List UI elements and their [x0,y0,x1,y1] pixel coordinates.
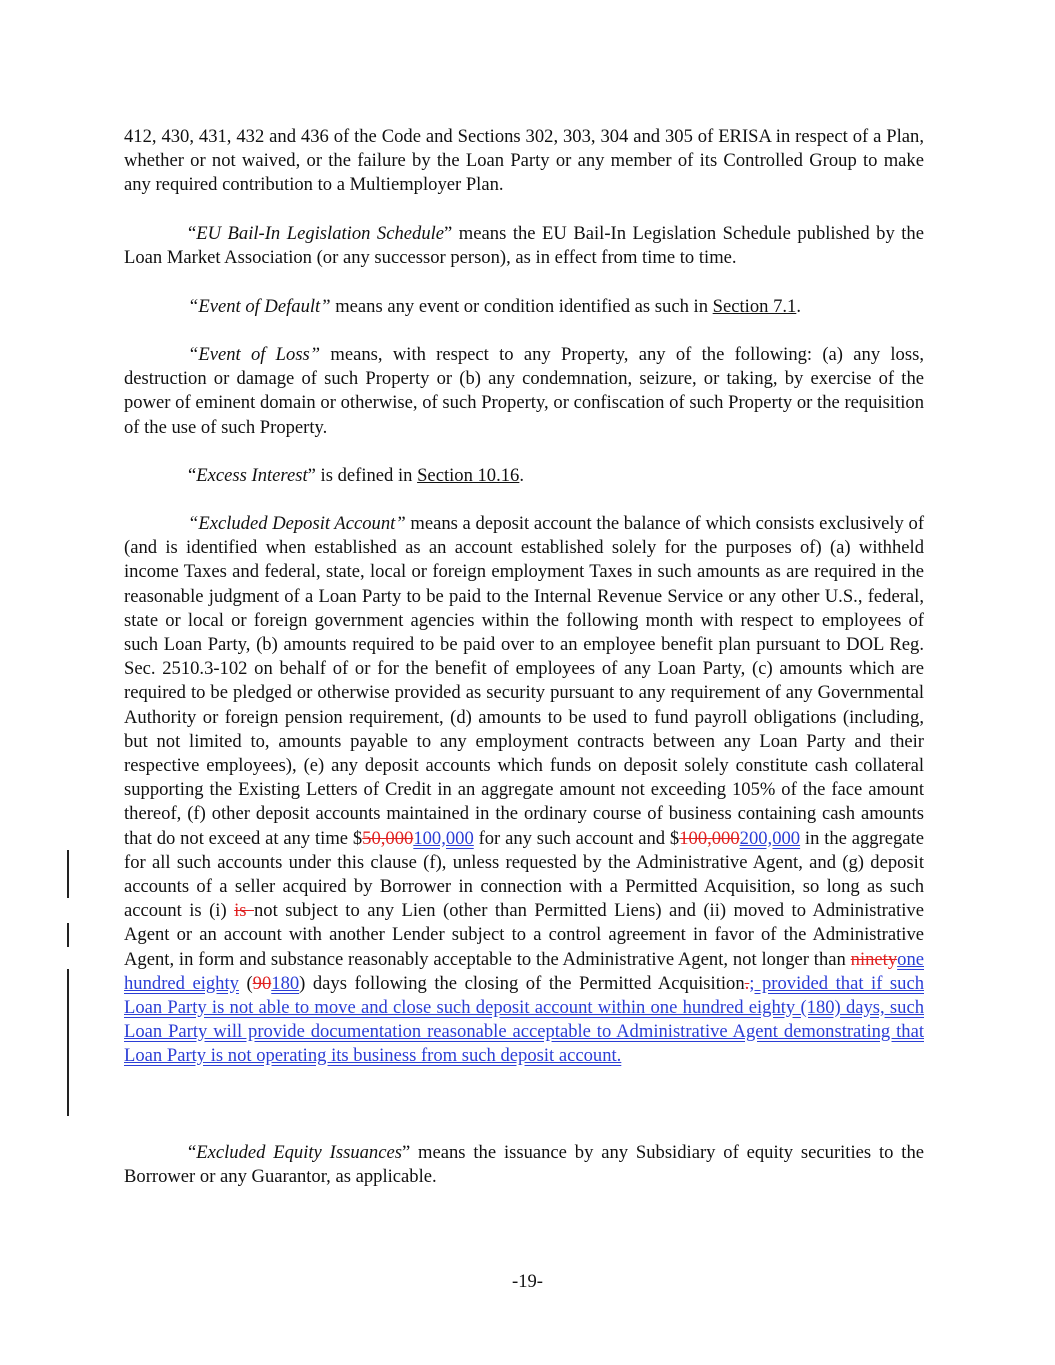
definition-text: ” is defined in [307,465,418,486]
deleted-text: 90 [252,972,272,994]
page-number: -19- [512,1271,543,1292]
definition-text-end: . [519,465,525,486]
definition-text: ” means the EU Bail-In Legislation Schedule published by the Loan Market Association (or any successor person), as in effect from time to time. [124,223,924,269]
defined-term: Excluded Equity Issuances [196,1142,402,1163]
change-bar [67,969,69,1116]
deleted-text: 100,000 [679,827,740,849]
inserted-text: 200,000 [739,827,801,849]
deleted-text: ninety [850,948,898,970]
definition-text: ) days following the closing of the Permitted Acquisition [299,972,745,994]
definition-eu-bail-in-legislation-schedule [124,222,924,270]
definition-text-end: . [796,296,801,317]
defined-term: “Event of Default” [188,296,331,317]
defined-term: EU Bail-In Legislation Schedule [196,223,445,244]
deleted-text: is [234,900,254,922]
defined-term: Excess Interest [196,465,308,486]
definition-text: means, with respect to any Property, any of the following: (a) any loss, destruction or damage of such Property or (b) any condemnation, seizure, or taking, by exercise of the power of eminent domain or otherwise, of such Property, or confiscation of such Property or the requisition of the use of such Property. [124,344,924,438]
deleted-text: 50,000 [362,827,414,849]
paragraph-continuation [124,125,924,198]
section-reference-link[interactable]: Section 7.1 [712,296,797,317]
definition-text: ” means the issuance by any Subsidiary of equity securities to the Borrower or any Guarantor, as applicable. [124,1142,924,1188]
paragraph-text: 412, 430, 431, 432 and 436 of the Code and Sections 302, 303, 304 and 305 of ERISA in respect of a Plan, whether or not waived, or the failure by the Loan Party or any member of its Controlled Group to make any required contribution to a Multiemployer Plan. [124,126,924,196]
deleted-text: . [744,972,750,994]
definition-excluded-deposit-account [124,512,924,1069]
inserted-text: ; provided that if such Loan Party is not able to move and close such deposit account within one hundred eighty (180) days, such Loan Party will provide documentation reasonable acceptable to Administrative Agent demonstrating that Loan Party is not operating its business from such deposit account. [124,972,924,1067]
open-quote: “ [188,1142,197,1163]
open-quote: “ [188,223,197,244]
definition-excess-interest [124,464,924,488]
defined-term: “Event of Loss” [188,344,321,365]
defined-term: “Excluded Deposit Account” [188,513,406,534]
inserted-text: one hundred eighty [124,948,924,994]
definition-text: means any event or condition identified as such in [330,296,713,317]
section-reference-link[interactable]: Section 10.16 [417,465,520,486]
inserted-text: 180 [271,972,300,994]
definition-excluded-equity-issuances [124,1141,924,1189]
change-bar [67,923,69,947]
definition-event-of-loss [124,343,924,440]
definition-text: ( [238,972,253,994]
inserted-text: 100,000 [413,827,474,849]
change-bar [67,850,69,898]
definition-text: not subject to any Lien (other than Permitted Liens) and (ii) moved to Administrative Agent or an account with another Lender subject to a control agreement in favor of the Administrative Agent, in form and substance reasonably acceptable to the Administrative Agent, not longer than [124,900,924,970]
definition-text: means a deposit account the balance of which consists exclusively of (and is identified when established as an account established solely for the purposes of) (a) withheld income Taxes and federal, state, local or foreign employment Taxes in such amounts as are required in the reasonable judgment of a Loan Party to be paid to the Internal Revenue Service or any other U.S., federal, state or local or foreign government agencies within the following month with respect to employees of such Loan Party, (b) amounts required to be paid over to an employee benefit plan pursuant to DOL Reg. Sec. 2510.3-102 on behalf of or for the benefit of employees of any Loan Party, (c) amounts which are required to be pledged or otherwise provided as security pursuant to any requirement of any Governmental Authority or foreign pension requirement, (d) amounts to be used to fund payroll obligations (including, but not limited to, amounts payable to any employment contracts between any Loan Party and their respective employees), (e) any deposit accounts which funds on deposit solely constitute cash collateral supporting the Existing Letters of Credit in an aggregate amount not exceeding 105% of the face amount thereof, (f) other deposit accounts maintained in the ordinary course of business containing cash amounts that do not exceed at any time $ [124,513,925,849]
open-quote: “ [188,465,197,486]
definition-text: in the aggregate for all such accounts under this clause (f), unless requested by the Administrative Agent, and (g) deposit accounts of a seller acquired by Borrower in connection with a Permitted Acquisition, so long as such account is (i) [124,827,924,922]
definition-event-of-default [124,295,924,319]
definition-text: for any such account and $ [473,827,680,849]
